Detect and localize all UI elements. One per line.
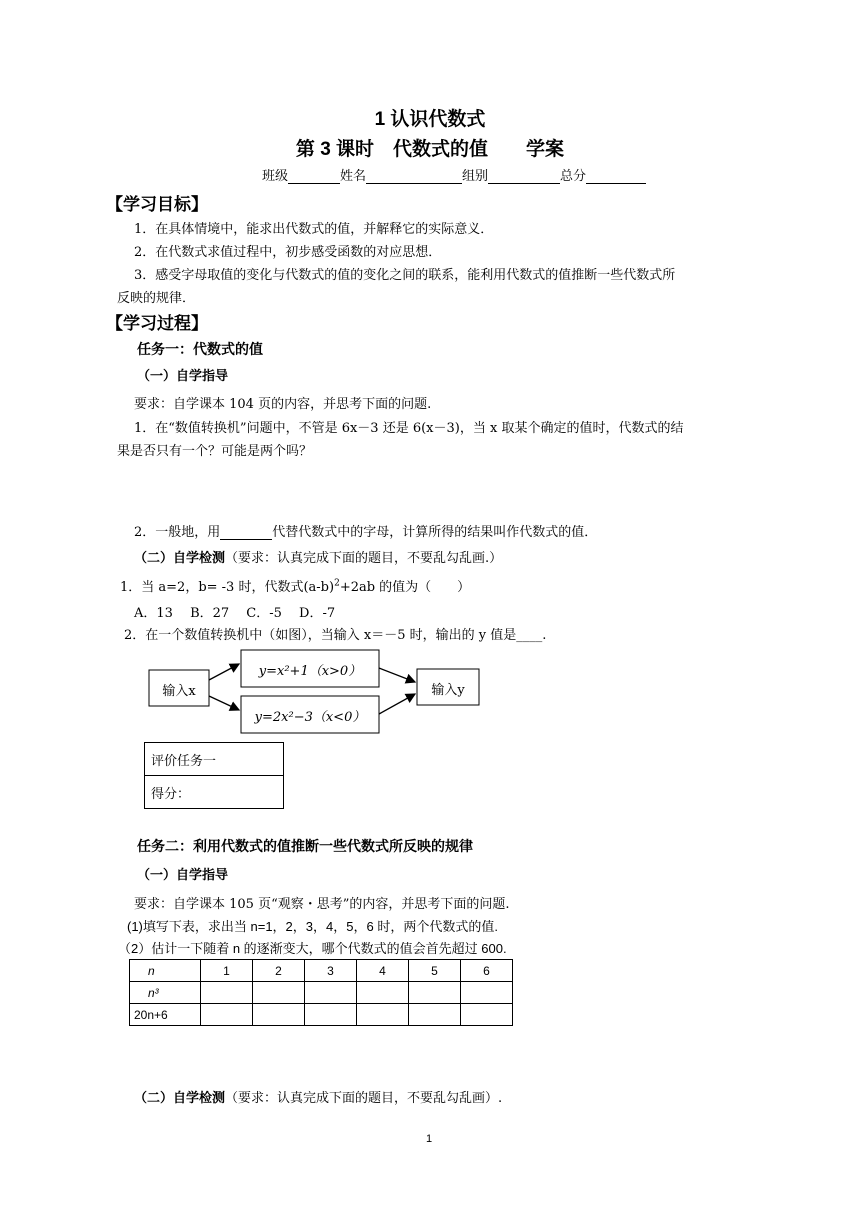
table-row <box>130 960 513 982</box>
table-input-cell[interactable] <box>201 1004 253 1026</box>
diagram-top-formula: y=x²+1（x>0） <box>258 664 362 679</box>
info-line <box>262 165 646 184</box>
check-q1 <box>120 576 470 595</box>
evaluation-score: 得分： <box>145 776 284 809</box>
table-input-cell[interactable] <box>461 1004 513 1026</box>
task2-title: 任务二：利用代数式的值推断一些代数式所反映的规律 <box>137 838 473 854</box>
check-q1-exponent: 2 <box>334 578 340 589</box>
table-input-cell[interactable] <box>357 982 409 1004</box>
task2-check-title: （二）自学检测 <box>134 1090 226 1105</box>
values-table <box>129 959 513 1026</box>
task2-check-requirement: （要求：认真完成下面的题目，不要乱勾乱画）. <box>225 1091 503 1106</box>
objective-3: 3．感受字母取值的变化与代数式的值的变化之间的联系，能利用代数式的值推断一些代数式所 <box>134 268 676 283</box>
group-label: 组别 <box>462 169 489 184</box>
table-header-cell: 4 <box>357 960 409 982</box>
table-header-cell: 2 <box>253 960 305 982</box>
page-number: 1 <box>426 1133 433 1145</box>
table-input-cell[interactable] <box>357 1004 409 1026</box>
check-q1-pre: 1．当 a=2，b= -3 时，代数式(a-b) <box>120 580 335 595</box>
table-row-label: 20n+6 <box>130 1004 201 1026</box>
document-title: 1 认识代数式 <box>374 109 486 130</box>
table-header-cell: 6 <box>461 960 513 982</box>
objective-3-cont: 反映的规律． <box>117 291 196 306</box>
check-q1-post: +2ab 的值为（ ） <box>339 580 471 595</box>
objectives-heading: 【学习目标】 <box>106 195 208 215</box>
task1-q1-line1: 1．在“数值转换机”问题中，不管是 6x－3 还是 6(x－3)，当 x 取某个确定的值时，代数式的结 <box>134 421 684 436</box>
table-input-cell[interactable] <box>253 1004 305 1026</box>
q2-prefix: 2．一般地，用 <box>134 525 221 540</box>
class-blank <box>288 169 340 184</box>
group-blank <box>488 169 560 184</box>
table-header-cell: 3 <box>305 960 357 982</box>
table-input-cell[interactable] <box>305 1004 357 1026</box>
diagram-output-label: 输入y <box>431 683 465 698</box>
table-header-cell: n <box>130 960 201 982</box>
score-blank <box>586 169 646 184</box>
conversion-machine-diagram <box>140 642 500 742</box>
table-row <box>130 1004 513 1026</box>
task2-requirement: 要求：自学课本 105 页“观察・思考”的内容，并思考下面的问题. <box>134 897 510 912</box>
table-input-cell[interactable] <box>461 982 513 1004</box>
diagram-input-label: 输入x <box>162 684 196 699</box>
q2-suffix: 代替代数式中的字母，计算所得的结果叫作代数式的值． <box>272 525 598 540</box>
table-input-cell[interactable] <box>201 982 253 1004</box>
class-label: 班级 <box>262 169 289 184</box>
name-blank <box>366 169 462 184</box>
task2-q1: (1)填写下表，求出当 n=1，2，3，4，5，6 时，两个代数式的值. <box>127 919 498 934</box>
check-title: （二）自学检测 <box>134 550 226 565</box>
evaluation-box <box>144 742 284 809</box>
task1-q2 <box>134 521 597 540</box>
check-q2: 2．在一个数值转换机中（如图），当输入 x＝－5 时，输出的 y 值是____. <box>124 628 547 643</box>
table-row <box>130 982 513 1004</box>
table-header-cell: 5 <box>409 960 461 982</box>
task1-requirement: 要求：自学课本 104 页的内容，并思考下面的问题. <box>134 397 432 412</box>
q2-blank <box>220 525 272 540</box>
table-input-cell[interactable] <box>305 982 357 1004</box>
objective-1: 1．在具体情境中，能求出代数式的值，并解释它的实际意义． <box>134 222 494 237</box>
diagram-bottom-formula: y=2x²−3（x<0） <box>254 710 366 725</box>
process-heading: 【学习过程】 <box>106 314 208 334</box>
table-header-cell: 1 <box>201 960 253 982</box>
evaluation-label: 评价任务一 <box>145 743 284 776</box>
task2-guide-title: （一）自学指导 <box>137 867 229 882</box>
document-subtitle: 第 3 课时 代数式的值 学案 <box>295 139 565 160</box>
table-row-label: n³ <box>130 982 201 1004</box>
table-input-cell[interactable] <box>409 982 461 1004</box>
score-label: 总分 <box>560 169 587 184</box>
task2-q2: （2）估计一下随着 n 的逐渐变大，哪个代数式的值会首先超过 600. <box>118 941 507 956</box>
table-input-cell[interactable] <box>253 982 305 1004</box>
task2-check <box>134 1087 502 1106</box>
name-label: 姓名 <box>340 169 367 184</box>
check-requirement: （要求：认真完成下面的题目，不要乱勾乱画.） <box>225 551 503 566</box>
task1-check <box>134 547 502 566</box>
task1-title: 任务一：代数式的值 <box>137 341 263 357</box>
task1-q1-line2: 果是否只有一个？可能是两个吗？ <box>117 444 313 459</box>
table-input-cell[interactable] <box>409 1004 461 1026</box>
objective-2: 2．在代数式求值过程中，初步感受函数的对应思想． <box>134 245 442 260</box>
check-q1-options: A．13 B．27 C．-5 D．-7 <box>134 606 336 621</box>
task1-guide-title: （一）自学指导 <box>137 368 229 383</box>
